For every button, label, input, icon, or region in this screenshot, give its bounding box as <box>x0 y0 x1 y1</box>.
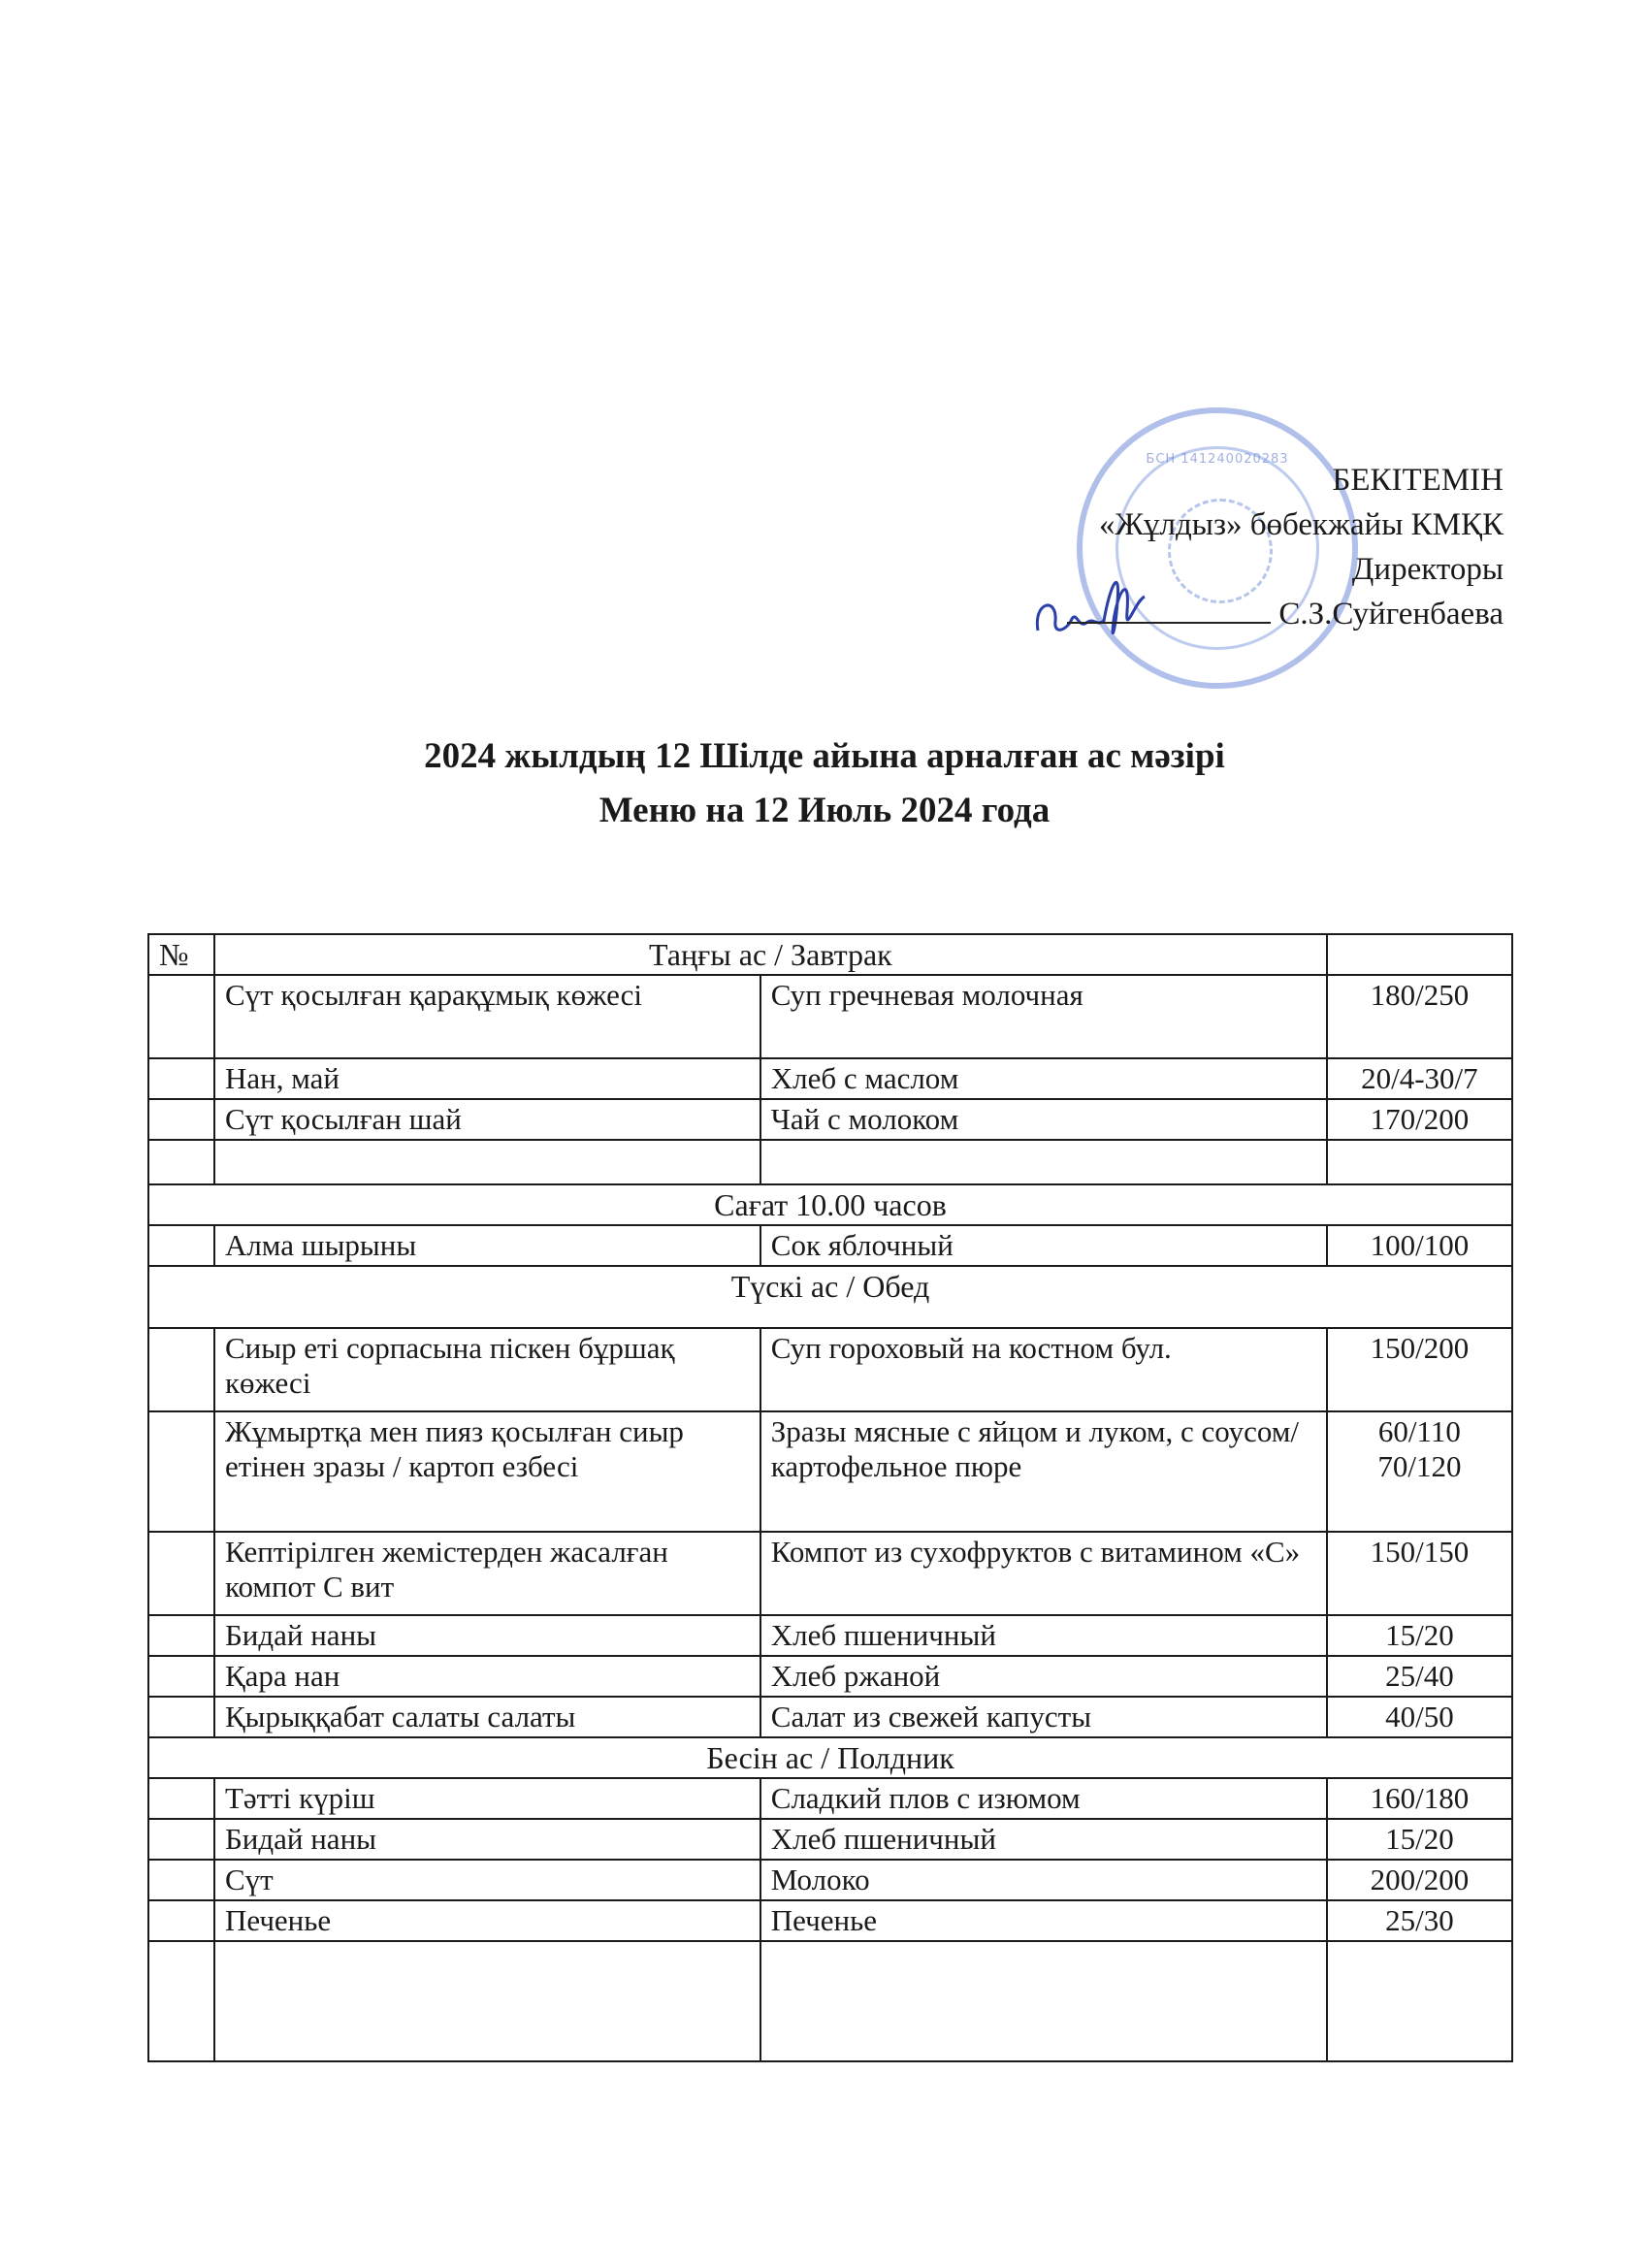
cell-dish-russian <box>760 1140 1327 1184</box>
lunch-section <box>148 1328 1512 1737</box>
cell-dish-russian: Печенье <box>760 1900 1327 1941</box>
cell-portion-weight: 100/100 <box>1327 1225 1512 1266</box>
cell-dish-kazakh: Алма шырыны <box>214 1225 760 1266</box>
cell-portion-weight: 150/150 <box>1327 1532 1512 1615</box>
cell-dish-kazakh: Сиыр еті сорпасына піскен бұршақ көжесі <box>214 1328 760 1411</box>
approval-name: С.З.Суйгенбаева <box>1278 597 1504 632</box>
cell-number <box>148 1860 214 1900</box>
title-kazakh: 2024 жылдың 12 Шілде айына арналған ас мәзірі <box>424 736 1225 776</box>
cell-portion-weight: 25/30 <box>1327 1900 1512 1941</box>
table-row <box>148 1328 1512 1411</box>
cell-number <box>148 1656 214 1697</box>
header-weight <box>1327 934 1512 975</box>
cell-dish-kazakh: Тәтті күріш <box>214 1778 760 1819</box>
cell-number <box>148 1099 214 1140</box>
table-row <box>148 1778 1512 1819</box>
table-header-row <box>148 934 1512 975</box>
cell-number <box>148 1225 214 1266</box>
approval-organization: «Жұлдыз» бөбекжайы КМҚК <box>1098 507 1504 542</box>
cell-dish-kazakh: Кептірілген жемістерден жасалған компот С вит <box>214 1532 760 1615</box>
cell-portion-weight: 25/40 <box>1327 1656 1512 1697</box>
cell-dish-kazakh: Сүт қосылған шай <box>214 1099 760 1140</box>
cell-portion-weight: 200/200 <box>1327 1860 1512 1900</box>
section-afternoon-title: Бесін ас / Полдник <box>148 1737 1512 1778</box>
stamp-bin: БСН 141240020283 <box>1146 452 1289 467</box>
cell-dish-russian: Молоко <box>760 1860 1327 1900</box>
cell-portion-weight <box>1327 1941 1512 2061</box>
table-row <box>148 1941 1512 2061</box>
table-row <box>148 1900 1512 1941</box>
cell-dish-kazakh: Бидай наны <box>214 1819 760 1860</box>
title-russian: Меню на 12 Июль 2024 года <box>598 791 1051 830</box>
table-row <box>148 1697 1512 1737</box>
cell-dish-russian: Сок яблочный <box>760 1225 1327 1266</box>
table-row <box>148 1860 1512 1900</box>
cell-dish-russian: Хлеб пшеничный <box>760 1819 1327 1860</box>
cell-dish-russian: Компот из сухофруктов с витамином «С» <box>760 1532 1327 1615</box>
cell-number <box>148 1819 214 1860</box>
cell-dish-russian: Хлеб пшеничный <box>760 1615 1327 1656</box>
cell-number <box>148 975 214 1058</box>
table-row <box>148 1532 1512 1615</box>
section-lunch-title: Түскі ас / Обед <box>148 1266 1512 1328</box>
afternoon-section <box>148 1778 1512 2061</box>
approval-block <box>1067 458 1504 636</box>
cell-number <box>148 1697 214 1737</box>
document-title <box>0 729 1649 838</box>
cell-portion-weight: 60/110 70/120 <box>1327 1411 1512 1532</box>
menu-table <box>147 933 1513 2062</box>
cell-portion-weight: 15/20 <box>1327 1819 1512 1860</box>
breakfast-section <box>148 975 1512 1184</box>
signature-line <box>1067 621 1271 624</box>
cell-dish-kazakh: Сүт қосылған қарақұмық көжесі <box>214 975 760 1058</box>
section-snack-row <box>148 1184 1512 1225</box>
table-row <box>148 1225 1512 1266</box>
table-row <box>148 1411 1512 1532</box>
cell-dish-kazakh: Печенье <box>214 1900 760 1941</box>
cell-dish-kazakh: Қара нан <box>214 1656 760 1697</box>
cell-dish-kazakh: Нан, май <box>214 1058 760 1099</box>
cell-dish-russian: Хлеб ржаной <box>760 1656 1327 1697</box>
table-row <box>148 1819 1512 1860</box>
cell-dish-russian: Зразы мясные с яйцом и луком, с соусом/ картофельное пюре <box>760 1411 1327 1532</box>
cell-dish-kazakh: Сүт <box>214 1860 760 1900</box>
section-lunch-row <box>148 1266 1512 1328</box>
cell-portion-weight: 20/4-30/7 <box>1327 1058 1512 1099</box>
cell-dish-russian: Сладкий плов с изюмом <box>760 1778 1327 1819</box>
snack-section <box>148 1225 1512 1266</box>
cell-dish-russian: Чай с молоком <box>760 1099 1327 1140</box>
cell-number <box>148 1532 214 1615</box>
table-row <box>148 1099 1512 1140</box>
header-number: № <box>148 934 214 975</box>
table-row <box>148 1656 1512 1697</box>
cell-portion-weight: 170/200 <box>1327 1099 1512 1140</box>
cell-portion-weight: 150/200 <box>1327 1328 1512 1411</box>
cell-number <box>148 1900 214 1941</box>
approval-position: Директоры <box>1351 552 1504 587</box>
cell-number <box>148 1058 214 1099</box>
cell-dish-kazakh: Бидай наны <box>214 1615 760 1656</box>
table-row <box>148 1058 1512 1099</box>
approval-heading: БЕКІТЕМІН <box>1332 463 1504 498</box>
cell-portion-weight: 160/180 <box>1327 1778 1512 1819</box>
table-row <box>148 975 1512 1058</box>
cell-number <box>148 1411 214 1532</box>
cell-dish-russian <box>760 1941 1327 2061</box>
cell-dish-kazakh: Қырыққабат салаты салаты <box>214 1697 760 1737</box>
cell-portion-weight: 15/20 <box>1327 1615 1512 1656</box>
table-row <box>148 1140 1512 1184</box>
cell-portion-weight: 40/50 <box>1327 1697 1512 1737</box>
cell-dish-russian: Хлеб с маслом <box>760 1058 1327 1099</box>
cell-dish-kazakh: Жұмыртқа мен пияз қосылған сиыр етінен зразы / картоп езбесі <box>214 1411 760 1532</box>
section-snack-title: Сағат 10.00 часов <box>148 1184 1512 1225</box>
cell-number <box>148 1140 214 1184</box>
cell-dish-russian: Суп гороховый на костном бул. <box>760 1328 1327 1411</box>
section-afternoon-row <box>148 1737 1512 1778</box>
cell-dish-kazakh <box>214 1140 760 1184</box>
cell-number <box>148 1328 214 1411</box>
cell-portion-weight: 180/250 <box>1327 975 1512 1058</box>
cell-number <box>148 1941 214 2061</box>
cell-portion-weight <box>1327 1140 1512 1184</box>
cell-number <box>148 1778 214 1819</box>
section-breakfast-title: Таңғы ас / Завтрак <box>214 934 1327 975</box>
cell-dish-russian: Салат из свежей капусты <box>760 1697 1327 1737</box>
cell-dish-kazakh <box>214 1941 760 2061</box>
table-row <box>148 1615 1512 1656</box>
cell-dish-russian: Суп гречневая молочная <box>760 975 1327 1058</box>
cell-number <box>148 1615 214 1656</box>
